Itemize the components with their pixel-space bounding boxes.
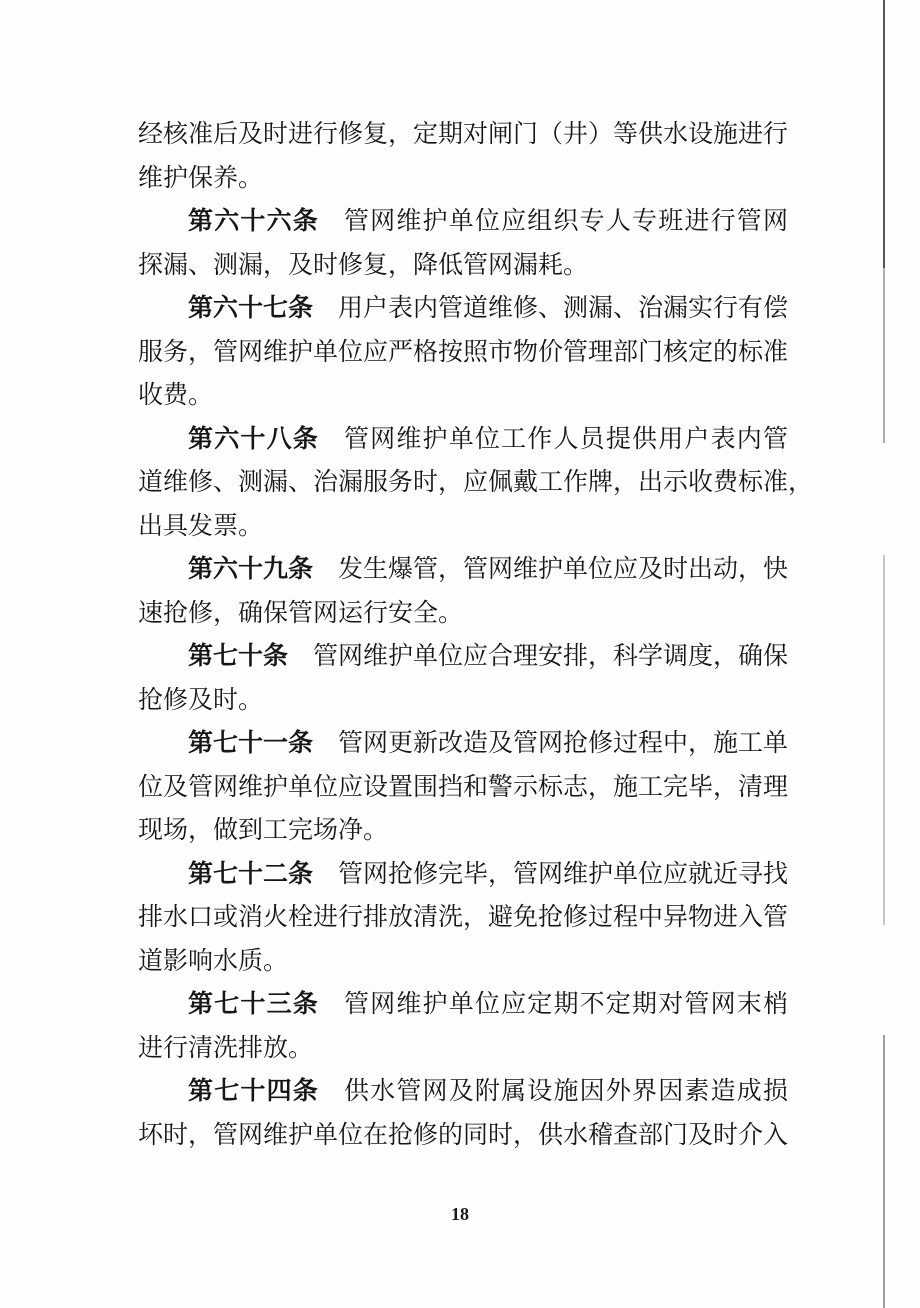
text-block bbox=[138, 113, 814, 1157]
article-number: 第七十四条 bbox=[188, 1078, 319, 1105]
scan-artifact-line bbox=[883, 268, 885, 443]
line-text: 发生爆管，管网维护单位应及时出动，快 bbox=[338, 556, 789, 583]
text-line bbox=[138, 548, 788, 592]
line-text: 供水管网及附属设施因外界因素造成损 bbox=[343, 1078, 788, 1105]
scan-artifact-line bbox=[883, 1035, 885, 1308]
text-line bbox=[138, 113, 788, 157]
article-number: 第六十七条 bbox=[188, 295, 314, 322]
text-line bbox=[138, 1114, 788, 1158]
text-line bbox=[138, 896, 788, 940]
line-text: 管网抢修完毕，管网维护单位应就近寻找 bbox=[338, 860, 789, 888]
line-text: 探漏、测漏，及时修复，降低管网漏耗。 bbox=[138, 251, 589, 279]
text-line bbox=[138, 461, 814, 505]
text-line bbox=[138, 679, 788, 723]
line-text: 抢修及时。 bbox=[138, 686, 264, 714]
line-text: 出具发票。 bbox=[138, 512, 264, 540]
line-text: 收费。 bbox=[138, 382, 214, 409]
line-text: 排水口或消火栓进行排放清洗，避免抢修过程中异物进入管 bbox=[138, 904, 789, 931]
article-number: 第六十六条 bbox=[188, 208, 319, 235]
text-line bbox=[138, 331, 788, 375]
text-line bbox=[138, 983, 788, 1027]
line-text: 服务，管网维护单位应严格按照市物价管理部门核定的标准 bbox=[138, 338, 789, 366]
text-line bbox=[138, 940, 788, 984]
line-text: 管网维护单位应定期不定期对管网末梢 bbox=[343, 991, 788, 1018]
text-line bbox=[138, 244, 788, 288]
article-number: 第七十一条 bbox=[188, 730, 314, 757]
scan-artifact-line bbox=[883, 555, 885, 925]
article-number: 第六十八条 bbox=[188, 425, 319, 453]
text-line bbox=[138, 809, 788, 853]
line-text: 速抢修，确保管网运行安全。 bbox=[138, 599, 464, 627]
text-line bbox=[138, 287, 788, 331]
line-text: 位及管网维护单位应设置围挡和警示标志，施工完毕，清理 bbox=[138, 773, 789, 801]
line-text: 管网维护单位应组织专人专班进行管网 bbox=[343, 208, 788, 235]
text-line bbox=[138, 374, 788, 418]
text-line bbox=[138, 635, 788, 679]
line-text: 进行清洗排放。 bbox=[138, 1034, 314, 1062]
line-text: 用户表内管道维修、测漏、治漏实行有偿 bbox=[338, 295, 789, 322]
page-number: 18 bbox=[451, 1204, 469, 1224]
text-line bbox=[138, 157, 788, 201]
article-number: 第六十九条 bbox=[188, 556, 314, 583]
line-text: 道维修、测漏、治漏服务时，应佩戴工作牌，出示收费标准， bbox=[138, 469, 814, 496]
line-text: 道影响水质。 bbox=[138, 947, 289, 975]
article-number: 第七十条 bbox=[188, 643, 289, 670]
line-text: 管网更新改造及管网抢修过程中，施工单 bbox=[338, 730, 789, 757]
text-line bbox=[138, 1027, 788, 1071]
text-line bbox=[138, 200, 788, 244]
scan-artifact-line bbox=[883, 0, 885, 268]
text-line bbox=[138, 853, 788, 897]
line-text: 经核准后及时进行修复，定期对闸门（井）等供水设施进行 bbox=[138, 121, 789, 148]
text-line bbox=[138, 505, 788, 549]
text-line bbox=[138, 418, 788, 462]
line-text: 维护保养。 bbox=[138, 164, 264, 192]
line-text: 现场，做到工完场净。 bbox=[138, 817, 389, 844]
line-text: 管网维护单位工作人员提供用户表内管 bbox=[343, 425, 788, 453]
article-number: 第七十三条 bbox=[188, 991, 319, 1018]
text-line bbox=[138, 592, 788, 636]
text-line bbox=[138, 766, 788, 810]
article-number: 第七十二条 bbox=[188, 860, 314, 888]
text-line bbox=[138, 722, 788, 766]
line-text: 坏时，管网维护单位在抢修的同时，供水稽查部门及时介入 bbox=[138, 1121, 789, 1149]
text-line bbox=[138, 1070, 788, 1114]
line-text: 管网维护单位应合理安排，科学调度，确保 bbox=[313, 643, 789, 670]
